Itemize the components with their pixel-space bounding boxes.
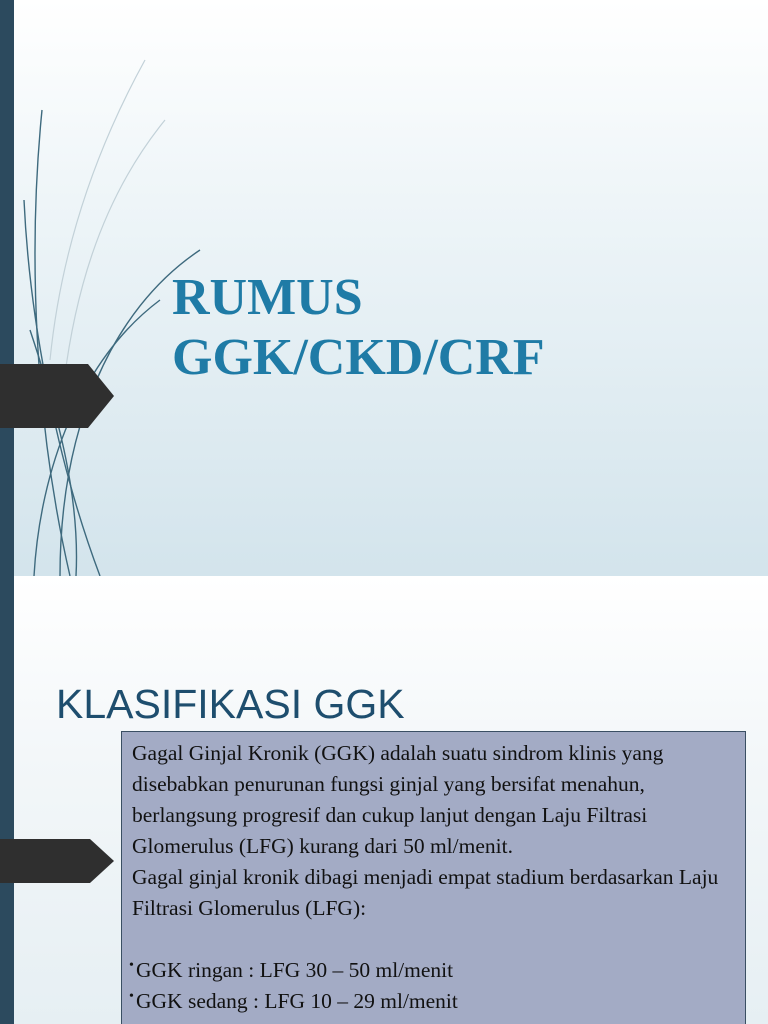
list-item — [129, 986, 735, 1017]
stage-text: GGK sedang : LFG 10 – 29 ml/menit — [136, 989, 458, 1013]
stage-list — [129, 955, 735, 1017]
bullet-icon: • — [129, 989, 134, 1004]
title-line-2: GGK/CKD/CRF — [172, 329, 545, 386]
slide-heading: KLASIFIKASI GGK — [56, 681, 405, 727]
list-item — [129, 955, 735, 986]
definition-paragraph: Gagal Ginjal Kronik (GGK) adalah suatu sindrom klinis yang disebabkan penurunan fungsi ginjal yang bersifat menahun, berlangsung progresif dan cukup lanjut dengan Laju Filtrasi Glomerulus (LFG) kurang dari 50 ml/menit. — [132, 741, 664, 858]
accent-bar — [0, 576, 14, 1024]
arrow-tab — [0, 839, 114, 883]
slide-title — [172, 268, 545, 388]
content-box — [121, 731, 746, 1024]
bullet-icon: • — [129, 958, 134, 973]
stadium-paragraph: Gagal ginjal kronik dibagi menjadi empat stadium berdasarkan Laju Filtrasi Glomerulus (LFG): — [132, 865, 719, 920]
accent-bar — [0, 0, 14, 576]
title-line-1: RUMUS — [172, 269, 363, 326]
content-slide — [0, 576, 768, 1024]
stage-text: GGK ringan : LFG 30 – 50 ml/menit — [136, 958, 454, 982]
